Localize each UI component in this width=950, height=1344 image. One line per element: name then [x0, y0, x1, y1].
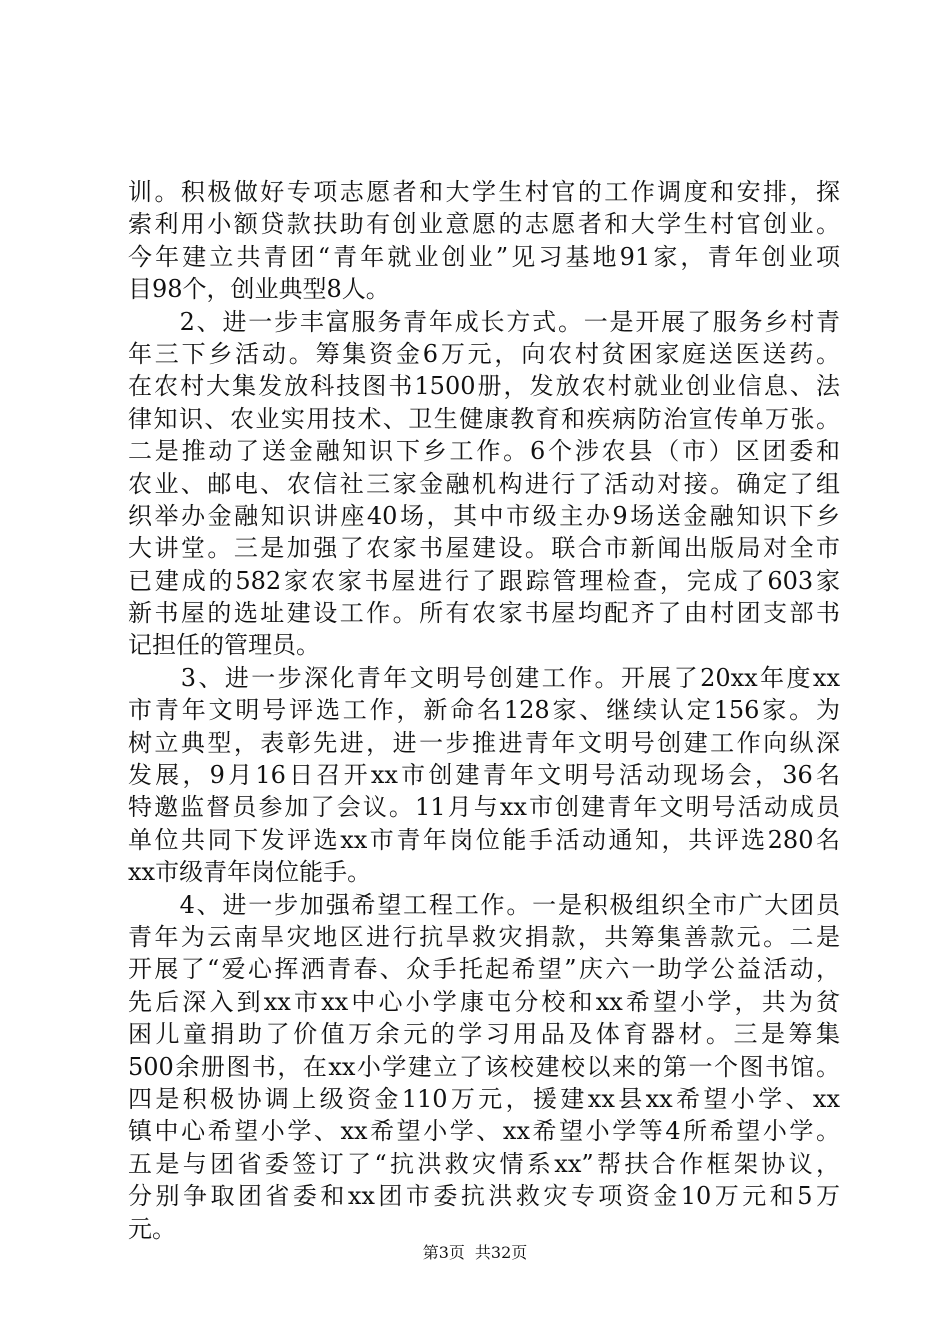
text-line: 织举办金融知识讲座40场，其中市级主办9场送金融知识下乡 — [128, 501, 840, 530]
text-line: 3、进一步深化青年文明号创建工作。开展了20xx年度xx — [128, 663, 840, 692]
text-line: 索利用小额贷款扶助有创业意愿的志愿者和大学生村官创业。 — [128, 210, 840, 239]
text-line: 五是与团省委签订了“抗洪救灾情系xx”帮扶合作框架协议， — [128, 1149, 840, 1178]
text-line: 今年建立共青团“青年就业创业”见习基地91家，青年创业项 — [128, 242, 840, 271]
text-line: 4、进一步加强希望工程工作。一是积极组织全市广大团员 — [128, 890, 840, 919]
text-line: 在农村大集发放科技图书1500册，发放农村就业创业信息、法 — [128, 372, 840, 401]
text-line: 农业、邮电、农信社三家金融机构进行了活动对接。确定了组 — [128, 469, 840, 498]
text-line: xx市级青年岗位能手。 — [128, 858, 372, 887]
text-line: 市青年文明号评选工作，新命名128家、继续认定156家。为 — [128, 696, 840, 725]
text-line: 开展了“爱心挥洒青春、众手托起希望”庆六一助学公益活动， — [128, 955, 840, 984]
page-footer — [0, 1242, 950, 1264]
text-line: 500余册图书，在xx小学建立了该校建校以来的第一个图书馆。 — [128, 1052, 840, 1081]
text-line: 2、进一步丰富服务青年成长方式。一是开展了服务乡村青 — [128, 307, 840, 336]
text-line: 青年为云南旱灾地区进行抗旱救灾捐款，共筹集善款元。二是 — [128, 922, 840, 951]
text-line: 目98个，创业典型8人。 — [128, 275, 390, 304]
page-number: 第3页 — [422, 1243, 465, 1262]
text-line: 困儿童捐助了价值万余元的学习用品及体育器材。三是筹集 — [128, 1020, 840, 1049]
text-line: 已建成的582家农家书屋进行了跟踪管理检查，完成了603家 — [128, 566, 840, 595]
text-line: 先后深入到xx市xx中心小学康屯分校和xx希望小学，共为贫 — [128, 987, 840, 1016]
text-line: 记担任的管理员。 — [128, 631, 320, 660]
text-line: 发展，9月16日召开xx市创建青年文明号活动现场会，36名 — [128, 761, 840, 790]
text-line: 年三下乡活动。筹集资金6万元，向农村贫困家庭送医送药。 — [128, 339, 840, 368]
text-line: 树立典型，表彰先进，进一步推进青年文明号创建工作向纵深 — [128, 728, 840, 757]
text-line: 特邀监督员参加了会议。11月与xx市创建青年文明号活动成员 — [128, 793, 840, 822]
text-line: 元。 — [128, 1214, 176, 1243]
text-line: 四是积极协调上级资金110万元，援建xx县xx希望小学、xx — [128, 1084, 840, 1113]
text-line: 单位共同下发评选xx市青年岗位能手活动通知，共评选280名 — [128, 825, 840, 854]
page-total: 共32页 — [474, 1243, 528, 1262]
text-line: 训。积极做好专项志愿者和大学生村官的工作调度和安排，探 — [128, 178, 840, 206]
text-line: 律知识、农业实用技术、卫生健康教育和疾病防治宣传单万张。 — [128, 404, 840, 433]
text-line: 新书屋的选址建设工作。所有农家书屋均配齐了由村团支部书 — [128, 599, 840, 628]
text-line: 镇中心希望小学、xx希望小学、xx希望小学等4所希望小学。 — [128, 1117, 840, 1146]
text-line: 分别争取团省委和xx团市委抗洪救灾专项资金10万元和5万 — [128, 1182, 840, 1211]
text-line: 大讲堂。三是加强了农家书屋建设。联合市新闻出版局对全市 — [128, 534, 840, 563]
text-line: 二是推动了送金融知识下乡工作。6个涉农县（市）区团委和 — [128, 437, 840, 466]
body-text — [128, 176, 840, 1245]
